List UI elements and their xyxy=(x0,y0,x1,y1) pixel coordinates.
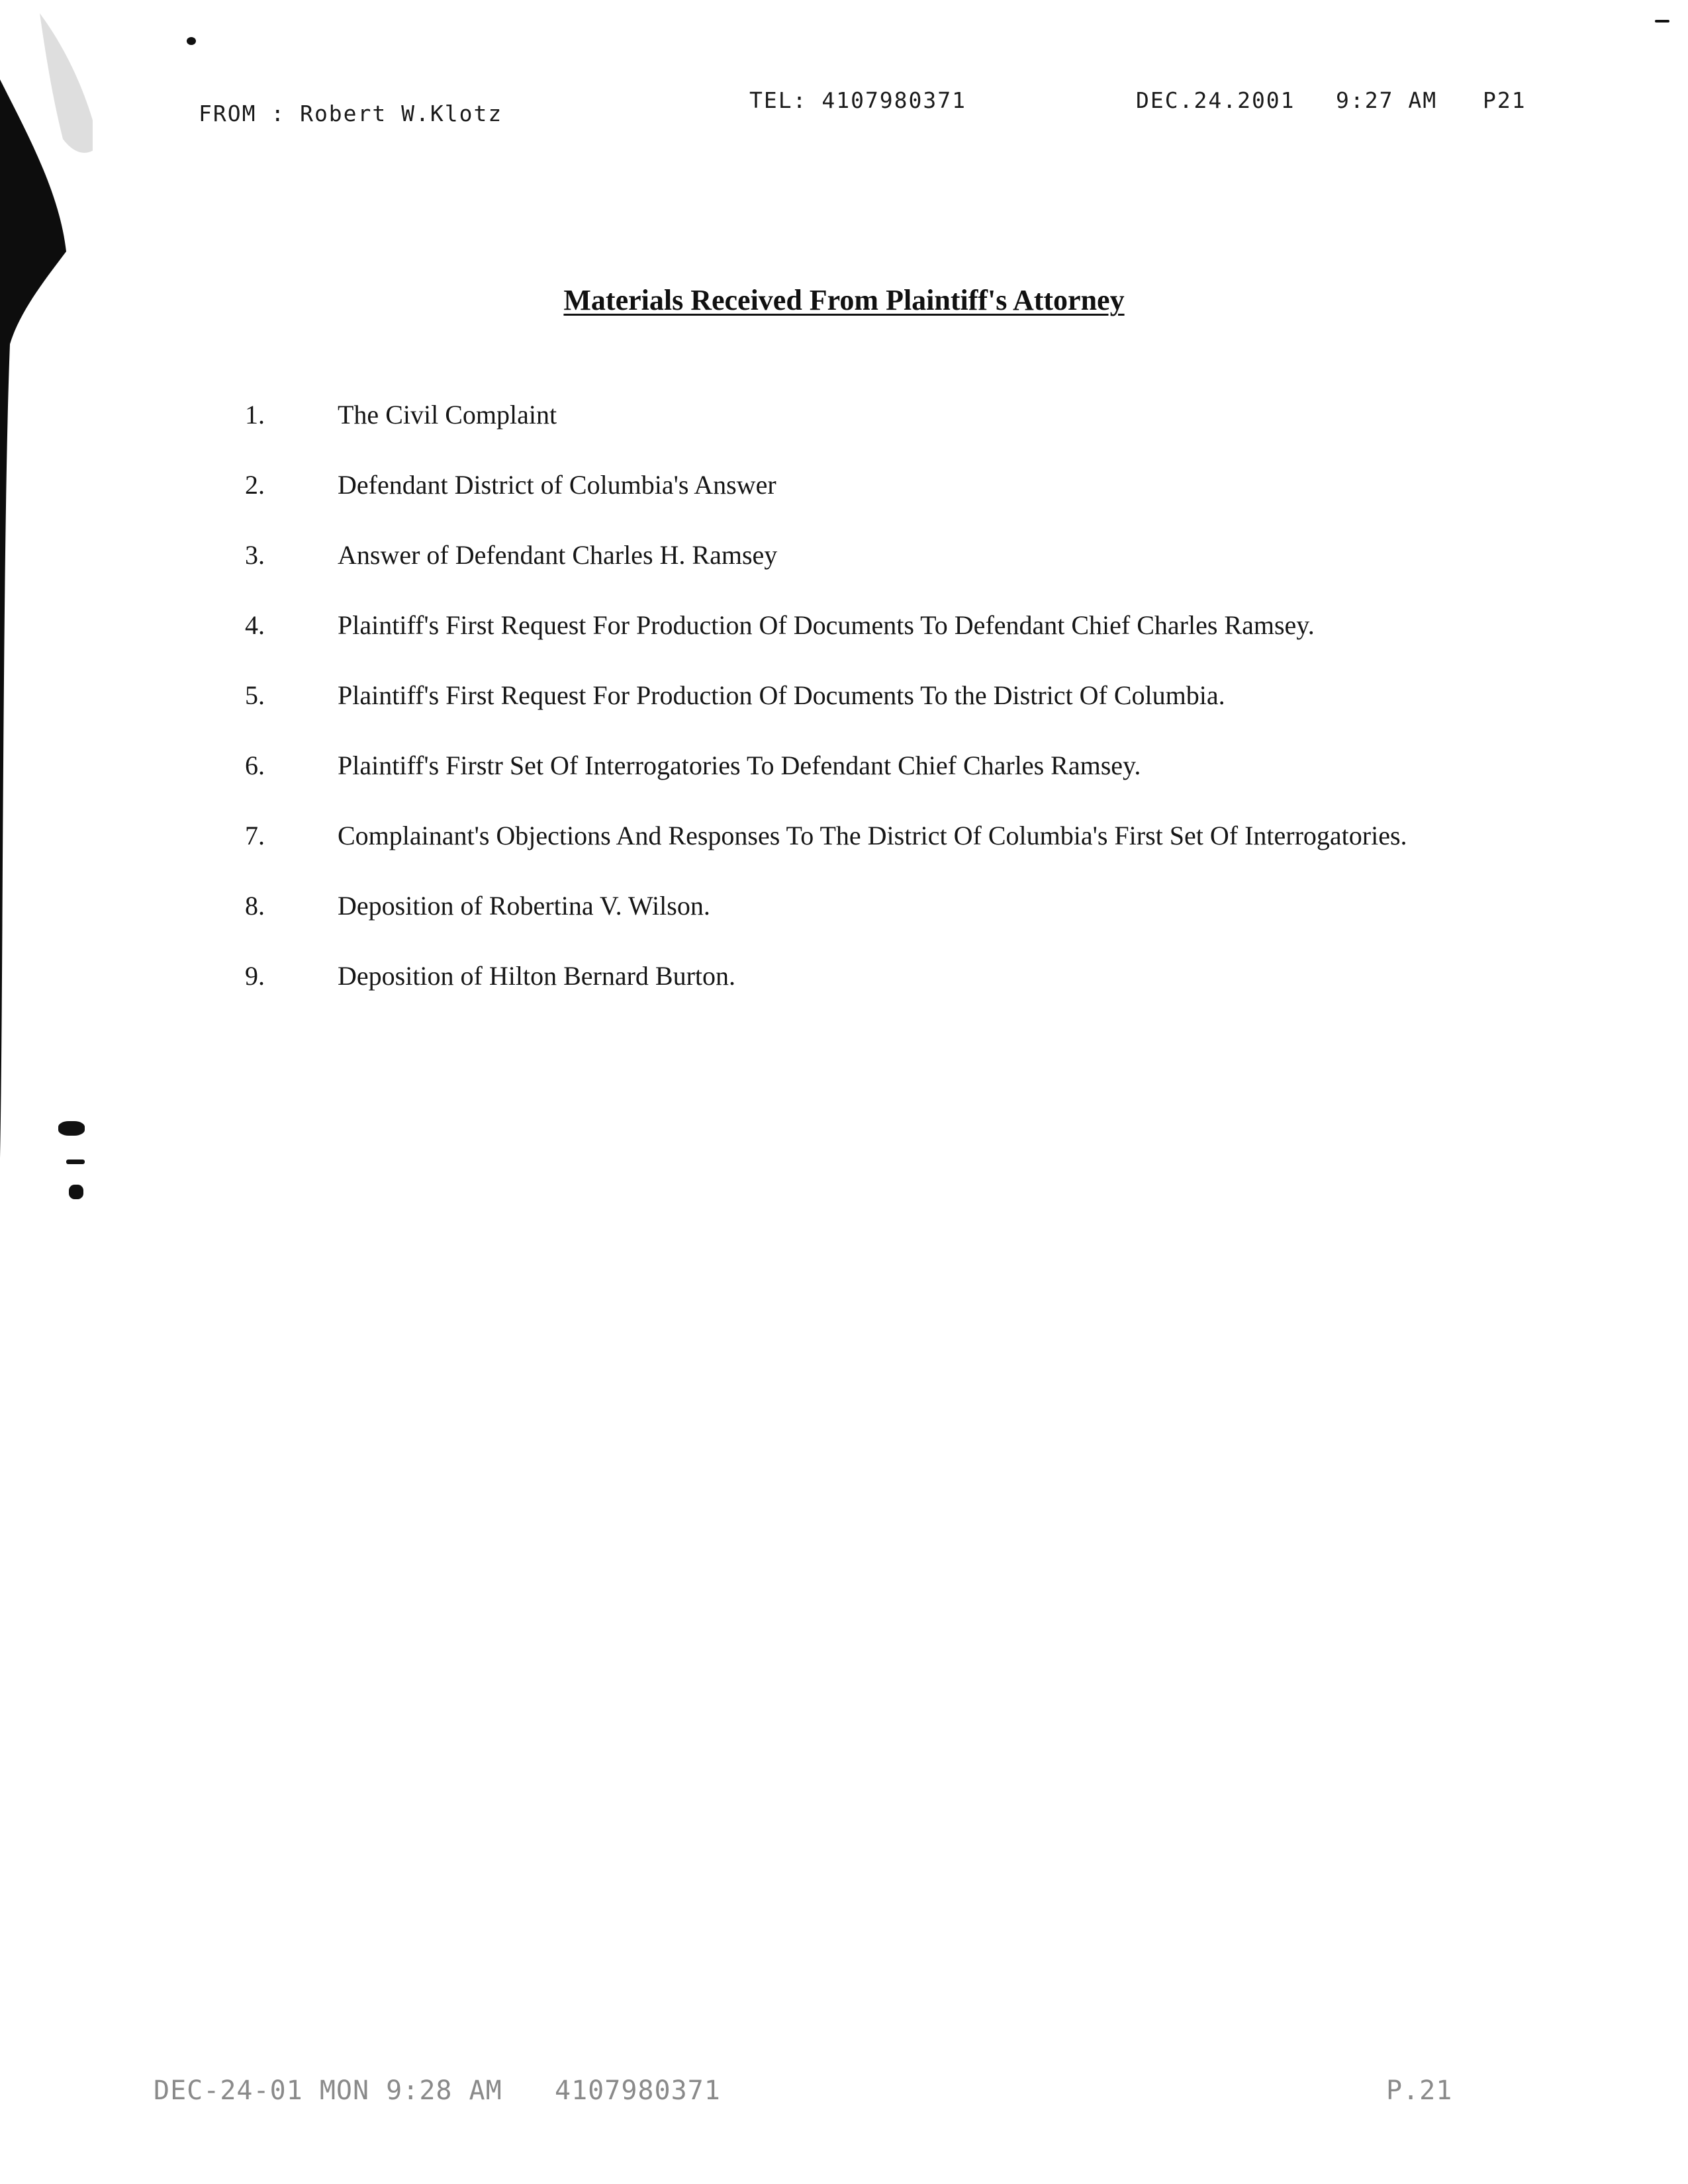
footer-page-number: P.21 xyxy=(1386,2075,1453,2106)
list-item xyxy=(245,748,1436,784)
item-number: 6. xyxy=(245,751,265,780)
item-number: 3. xyxy=(245,540,265,570)
item-text: Complainant's Objections And Responses To The District Of Columbia's First Set Of Interrogatories. xyxy=(338,821,1407,850)
fax-from: FROM : Robert W.Klotz xyxy=(199,101,503,126)
item-text: Defendant District of Columbia's Answer xyxy=(338,470,776,500)
footer-date: DEC-24-01 MON 9:28 AM xyxy=(154,2075,502,2106)
list-item xyxy=(245,467,1436,503)
list-item xyxy=(245,608,1436,643)
item-text: The Civil Complaint xyxy=(338,400,557,430)
scan-speck xyxy=(69,1185,83,1199)
list-item xyxy=(245,397,1436,433)
item-number: 2. xyxy=(245,470,265,500)
scan-speck xyxy=(1655,20,1669,23)
list-item xyxy=(245,818,1436,854)
scan-speck xyxy=(58,1121,85,1136)
item-number: 8. xyxy=(245,891,265,921)
list-item xyxy=(245,537,1436,573)
fax-header xyxy=(0,87,1688,127)
item-text: Answer of Defendant Charles H. Ramsey xyxy=(338,540,778,570)
fax-tel: TEL: 4107980371 xyxy=(749,87,967,113)
materials-list xyxy=(245,397,1436,994)
item-text: Plaintiff's First Request For Production Of Documents To Defendant Chief Charles Ramsey. xyxy=(338,610,1315,640)
fax-date: DEC.24.2001 xyxy=(1136,87,1295,113)
item-number: 9. xyxy=(245,961,265,991)
item-text: Deposition of Robertina V. Wilson. xyxy=(338,891,710,921)
document-title-text: Materials Received From Plaintiff's Attorney xyxy=(563,284,1125,316)
item-number: 5. xyxy=(245,680,265,710)
item-number: 1. xyxy=(245,400,265,430)
scan-speck xyxy=(66,1160,85,1164)
list-item xyxy=(245,678,1436,713)
item-number: 4. xyxy=(245,610,265,640)
footer-tel: 4107980371 xyxy=(555,2075,721,2106)
document-title xyxy=(0,283,1688,317)
scan-speck xyxy=(187,37,196,45)
fax-footer xyxy=(0,2075,1688,2115)
list-item xyxy=(245,888,1436,924)
item-text: Plaintiff's First Request For Production Of Documents To the District Of Columbia. xyxy=(338,680,1225,710)
fax-time: 9:27 AM xyxy=(1336,87,1438,113)
item-text: Plaintiff's Firstr Set Of Interrogatories To Defendant Chief Charles Ramsey. xyxy=(338,751,1141,780)
fax-page-number: P21 xyxy=(1483,87,1526,113)
item-number: 7. xyxy=(245,821,265,850)
scan-edge-artifact xyxy=(0,0,93,1158)
list-item xyxy=(245,958,1436,994)
item-text: Deposition of Hilton Bernard Burton. xyxy=(338,961,736,991)
